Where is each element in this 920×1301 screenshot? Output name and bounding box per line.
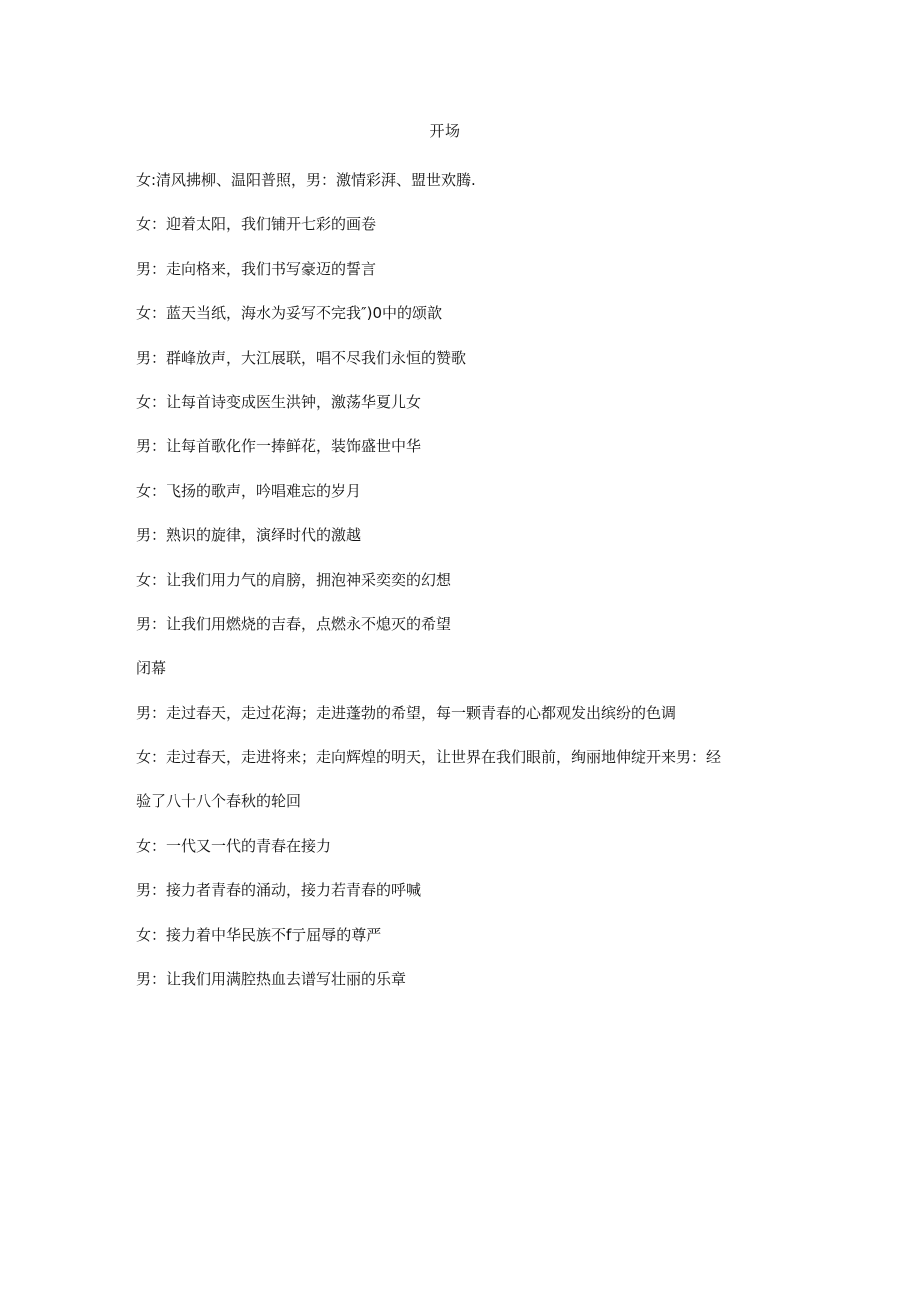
section-heading-closing: 闭幕	[136, 659, 167, 678]
script-line: 女：接力着中华民族不f亍屈辱的尊严	[136, 925, 382, 944]
script-line: 男：让我们用满腔热血去谱写壮丽的乐章	[136, 970, 407, 989]
script-line: 男：熟识的旋律，演绎时代的激越	[136, 526, 362, 545]
script-line: 女：让每首诗变成医生洪钟，激荡华夏儿女	[136, 392, 422, 411]
script-line: 女：飞扬的歌声，吟唱难忘的岁月	[136, 481, 362, 500]
script-line: 女：蓝天当纸，海水为妥写不完我″)0中的颂歆	[136, 304, 443, 323]
script-body	[136, 169, 776, 1012]
script-line: 男：群峰放声，大江展联，唱不尽我们永恒的赞歌	[136, 348, 467, 367]
script-line: 男：让我们用燃烧的吉春，点燃永不熄灭的希望	[136, 614, 452, 633]
script-line: 男：走向格来，我们书写豪迈的誓言	[136, 259, 377, 278]
script-line: 女：迎着太阳，我们铺开七彩的画卷	[136, 215, 377, 234]
script-line: 女：让我们用力气的肩膀，拥泡神采奕奕的幻想	[136, 570, 452, 589]
script-line: 女：一代又一代的青春在接力	[136, 836, 332, 855]
document-title: 开场	[429, 122, 461, 140]
script-line: 男：接力者青春的涌动，接力若青春的呼喊	[136, 881, 422, 900]
script-line: 验了八十八个春秋的轮回	[136, 792, 302, 811]
script-line: 男：让每首歌化作一捧鲜花，装饰盛世中华	[136, 437, 422, 456]
script-line: 女：走过春天，走进将来；走向辉煌的明天，让世界在我们眼前，绚丽地伸绽开来男：经	[136, 748, 722, 767]
script-line: 男：走过春天，走过花海；走进蓬勃的希望，每一颗青春的心都观发出缤纷的色调	[136, 703, 677, 722]
script-line: 女:清风拂柳、温阳普照，男：激情彩湃、盟世欢腾.	[136, 171, 476, 189]
